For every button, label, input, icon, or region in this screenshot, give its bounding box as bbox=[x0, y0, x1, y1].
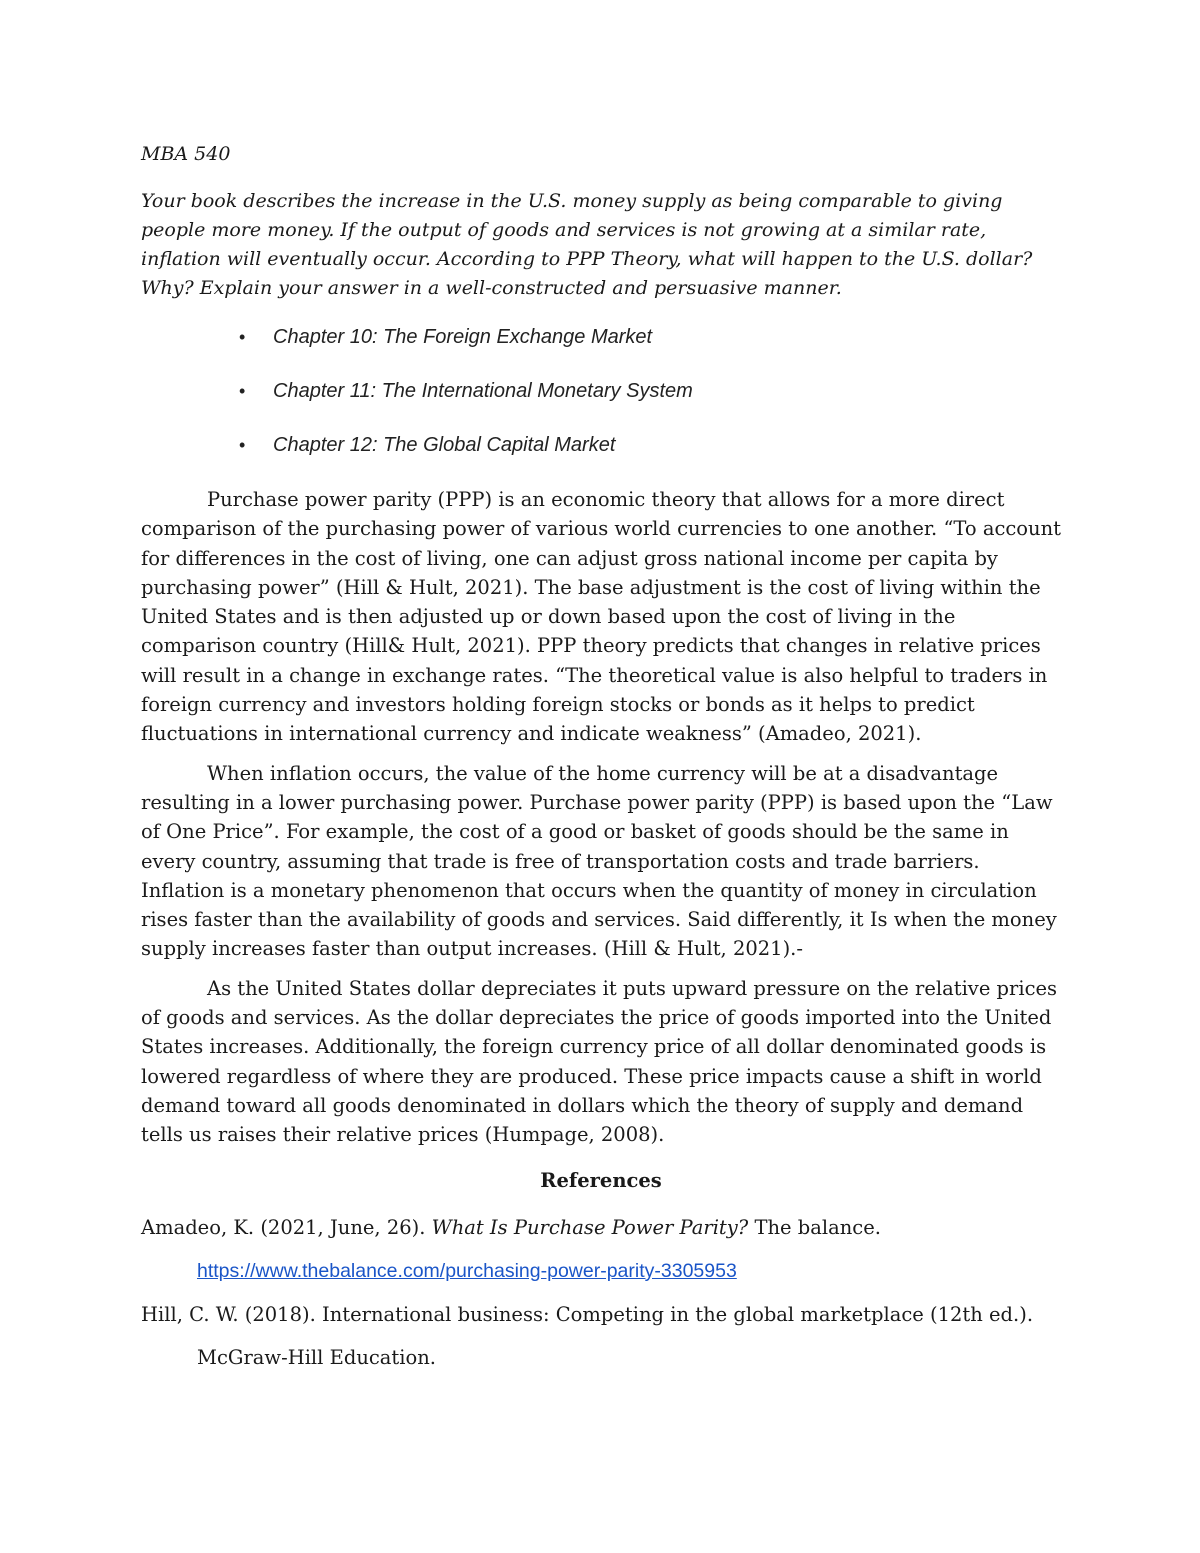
reference-title: What Is Purchase Power Parity? bbox=[431, 1215, 749, 1239]
reference-link[interactable]: https://www.thebalance.com/purchasing-power-parity-3305953 bbox=[197, 1259, 737, 1282]
document-page bbox=[141, 140, 1061, 1386]
reference-author: Amadeo, K. (2021, June, 26). bbox=[141, 1215, 432, 1239]
chapter-label: Chapter 12: The Global Capital Market bbox=[273, 434, 616, 456]
bullet-icon: • bbox=[239, 327, 246, 347]
course-title: MBA 540 bbox=[141, 143, 231, 165]
bullet-icon: • bbox=[239, 435, 246, 455]
chapter-label: Chapter 11: The International Monetary System bbox=[273, 380, 693, 402]
reference-publisher: The balance. bbox=[748, 1215, 881, 1239]
bullet-icon: • bbox=[239, 381, 246, 401]
chapter-list bbox=[141, 323, 1061, 459]
reference-text: Hill, C. W. (2018). International business: Competing in the global marketplace (12th ed.). bbox=[141, 1302, 1034, 1326]
reference-link-line bbox=[141, 1256, 1061, 1286]
chapter-item bbox=[141, 377, 1061, 405]
chapter-label: Chapter 10: The Foreign Exchange Market bbox=[273, 326, 653, 348]
reference-entry bbox=[141, 1213, 1061, 1286]
body-paragraph: When inflation occurs, the value of the home currency will be at a disadvantage resulting in a lower purchasing power. Purchase power parity (PPP) is based upon the “Law of One Price”. For example, the cost of a good or basket of goods should be the same in every country, assuming that trade is free of transportation costs and trade barriers. Inflation is a monetary phenomenon that occurs when the quantity of money in circulation rises faster than the availability of goods and services. Said differently, it Is when the money supply increases faster than output increases. (Hill & Hult, 2021).- bbox=[141, 761, 1057, 961]
reference-entry bbox=[141, 1300, 1061, 1372]
references-heading: References bbox=[540, 1168, 662, 1192]
body-paragraph: Purchase power parity (PPP) is an economic theory that allows for a more direct comparison of the purchasing power of various world currencies to one another. “To account for differences in the cost of living, one can adjust gross national income per capita by purchasing power” (Hill & Hult, 2021). The base adjustment is the cost of living within the United States and is then adjusted up or down based upon the cost of living in the comparison country (Hill& Hult, 2021). PPP theory predicts that changes in relative prices will result in a change in exchange rates. “The theoretical value is also helpful to traders in foreign currency and investors holding foreign stocks or bonds as it helps to predict fluctuations in international currency and indicate weakness” (Amadeo, 2021). bbox=[141, 488, 1062, 746]
chapter-item bbox=[141, 323, 1061, 351]
chapter-item bbox=[141, 431, 1061, 459]
assignment-prompt: Your book describes the increase in the U.S. money supply as being comparable to giving people more money. If the output of goods and services is not growing at a similar rate, inflation will eventually occur. According to PPP Theory, what will happen to the U.S. dollar? Why? Explain your answer in a well-constructed and persuasive manner. bbox=[141, 190, 1033, 299]
body-paragraph: As the United States dollar depreciates it puts upward pressure on the relative prices of goods and services. As the dollar depreciates the price of goods imported into the United States increases. Additionally, the foreign currency price of all dollar denominated goods is lowered regardless of where they are produced. These price impacts cause a shift in world demand toward all goods denominated in dollars which the theory of supply and demand tells us raises their relative prices (Humpage, 2008). bbox=[141, 976, 1058, 1147]
reference-continuation: McGraw-Hill Education. bbox=[197, 1345, 436, 1369]
